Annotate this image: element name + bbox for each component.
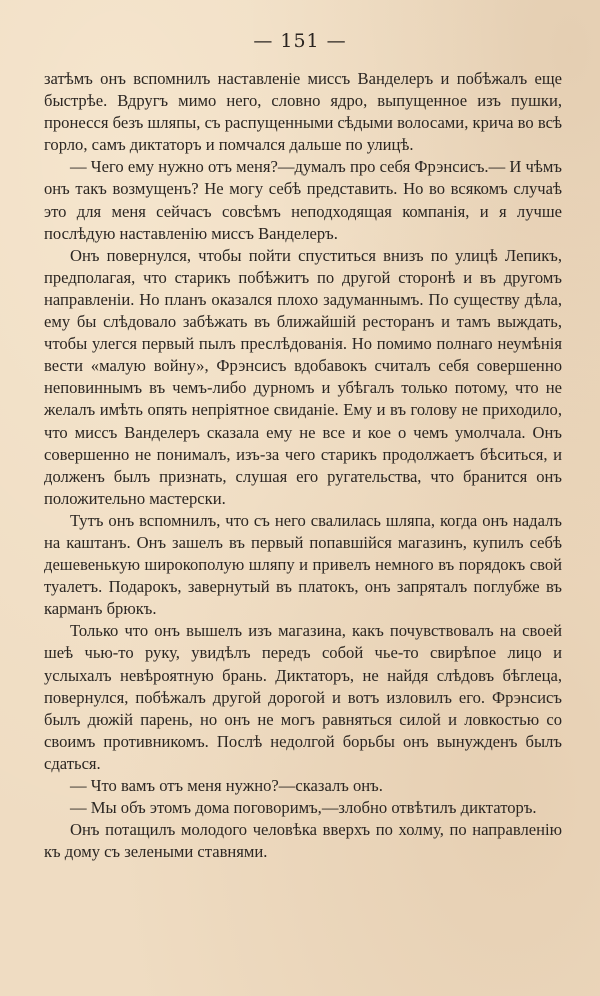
page-text: [44, 68, 562, 863]
paragraph: — Что вамъ отъ меня нужно?—сказалъ онъ.: [70, 776, 383, 795]
paragraph: — Мы объ этомъ дома поговоримъ,—злобно отвѣтилъ диктаторъ.: [70, 798, 537, 818]
paragraph: затѣмъ онъ вспомнилъ наставленіе миссъ Ванделеръ и побѣжалъ еще быстрѣе. Вдругъ мимо него, словно ядро, выпущенное изъ пушки, пронесся безъ шляпы, съ распущенными сѣдыми волосами, крича во всѣ горло, самъ диктаторъ и помчался дальше по улицѣ.: [44, 69, 562, 155]
page-number: — 151 —: [253, 30, 347, 52]
paragraph: Только что онъ вышелъ изъ магазина, какъ почувствовалъ на своей шеѣ чью-то руку, увидѣлъ передъ собой чье-то свирѣпое лицо и услыхалъ невѣроятную брань. Диктаторъ, не найдя слѣдовъ бѣглеца, повернулся, побѣжалъ другой дорогой и вотъ изловилъ его. Фрэнсисъ былъ дюжій парень, но онъ не могъ равняться силой и ловкостью со своимъ противникомъ. Послѣ недолгой борьбы онъ вынужденъ былъ сдаться.: [44, 621, 562, 773]
paragraph: Онъ потащилъ молодого человѣка вверхъ по холму, по направленію къ дому съ зелеными ставнями.: [44, 820, 562, 862]
paragraph: Тутъ онъ вспомнилъ, что съ него свалилась шляпа, когда онъ надалъ на каштанъ. Онъ зашелъ въ первый попавшійся магазинъ, купилъ себѣ дешевенькую широкополую шляпу и привелъ немного въ порядокъ свой туалетъ. Подарокъ, завернутый въ платокъ, онъ запряталъ поглубже въ карманъ брюкъ.: [44, 510, 562, 619]
paragraph: Онъ повернулся, чтобы пойти спуститься внизъ по улицѣ Лепикъ, предполагая, что старикъ побѣжитъ по другой сторонѣ и въ другомъ направленіи. Но планъ оказался плохо задуманнымъ. По существу дѣла, ему бы слѣдовало забѣжать въ ближайшій ресторанъ и тамъ выждать, чтобы улегся первый пылъ преслѣдованія. Но помимо полнаго неумѣнія вести «малую войну», Фрэнсисъ вдобавокъ считалъ себя совершенно неповиннымъ въ чемъ-либо дурномъ и убѣгалъ только потому, что не желалъ имѣть опять непріятное свиданіе. Ему и въ голову не приходило, что миссъ Ванделеръ сказала ему не все и кое о чемъ умолчала. Онъ совершенно не понималъ, изъ-за чего старикъ продолжаетъ бѣситься, и долженъ былъ признать, слушая его ругательства, что бранится онъ положительно мастерски.: [44, 245, 562, 508]
paragraph: — Чего ему нужно отъ меня?—думалъ про себя Фрэнсисъ.— И чѣмъ онъ такъ возмущенъ? Не могу себѣ представить. Но во всякомъ случаѣ это для меня сейчасъ совсѣмъ неподходящая компанія, и я лучше послѣдую наставленію миссъ Ванделеръ.: [44, 157, 562, 243]
